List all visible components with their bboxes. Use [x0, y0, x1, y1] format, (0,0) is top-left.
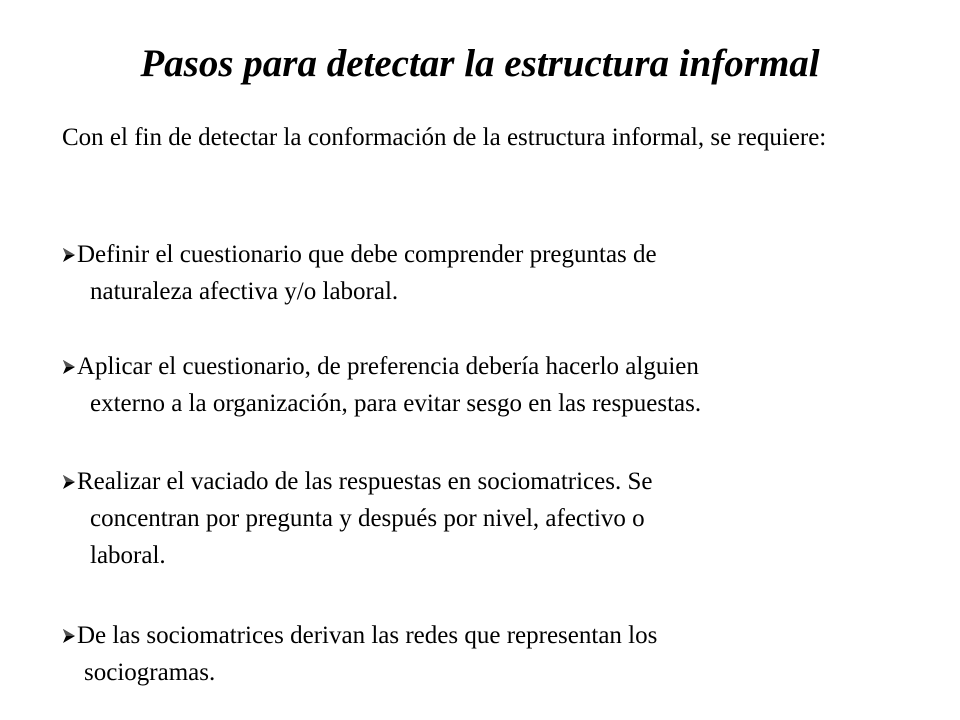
arrowhead-bullet-icon [62, 247, 76, 263]
arrowhead-bullet-icon [62, 359, 76, 375]
bullet-item-fill-sociomatrices [62, 463, 882, 574]
bullet-line: De las sociomatrices derivan las redes que representan los [77, 622, 658, 649]
slide-title: Pasos para detectar la estructura informal [140, 42, 820, 85]
bullet-item-derive-networks [62, 617, 882, 691]
intro-text: Con el fin de detectar la conformación de la estructura informal, se requiere: [62, 124, 827, 151]
bullet-line: Realizar el vaciado de las respuestas en sociomatrices. Se [77, 468, 653, 495]
bullet-line: Aplicar el cuestionario, de preferencia debería hacerlo alguien [77, 353, 699, 380]
bullet-line: Definir el cuestionario que debe comprender preguntas de [77, 241, 657, 268]
bullet-line: concentran por pregunta y después por nivel, afectivo o [90, 505, 645, 532]
bullet-item-apply-questionnaire [62, 348, 882, 422]
bullet-line: externo a la organización, para evitar sesgo en las respuestas. [90, 390, 702, 417]
bullet-line: naturaleza afectiva y/o laboral. [90, 278, 399, 305]
bullet-line: laboral. [90, 542, 166, 569]
arrowhead-bullet-icon [62, 628, 76, 644]
arrowhead-bullet-icon [62, 474, 76, 490]
bullet-line: sociogramas. [84, 659, 216, 686]
bullet-item-define-questionnaire [62, 236, 882, 310]
